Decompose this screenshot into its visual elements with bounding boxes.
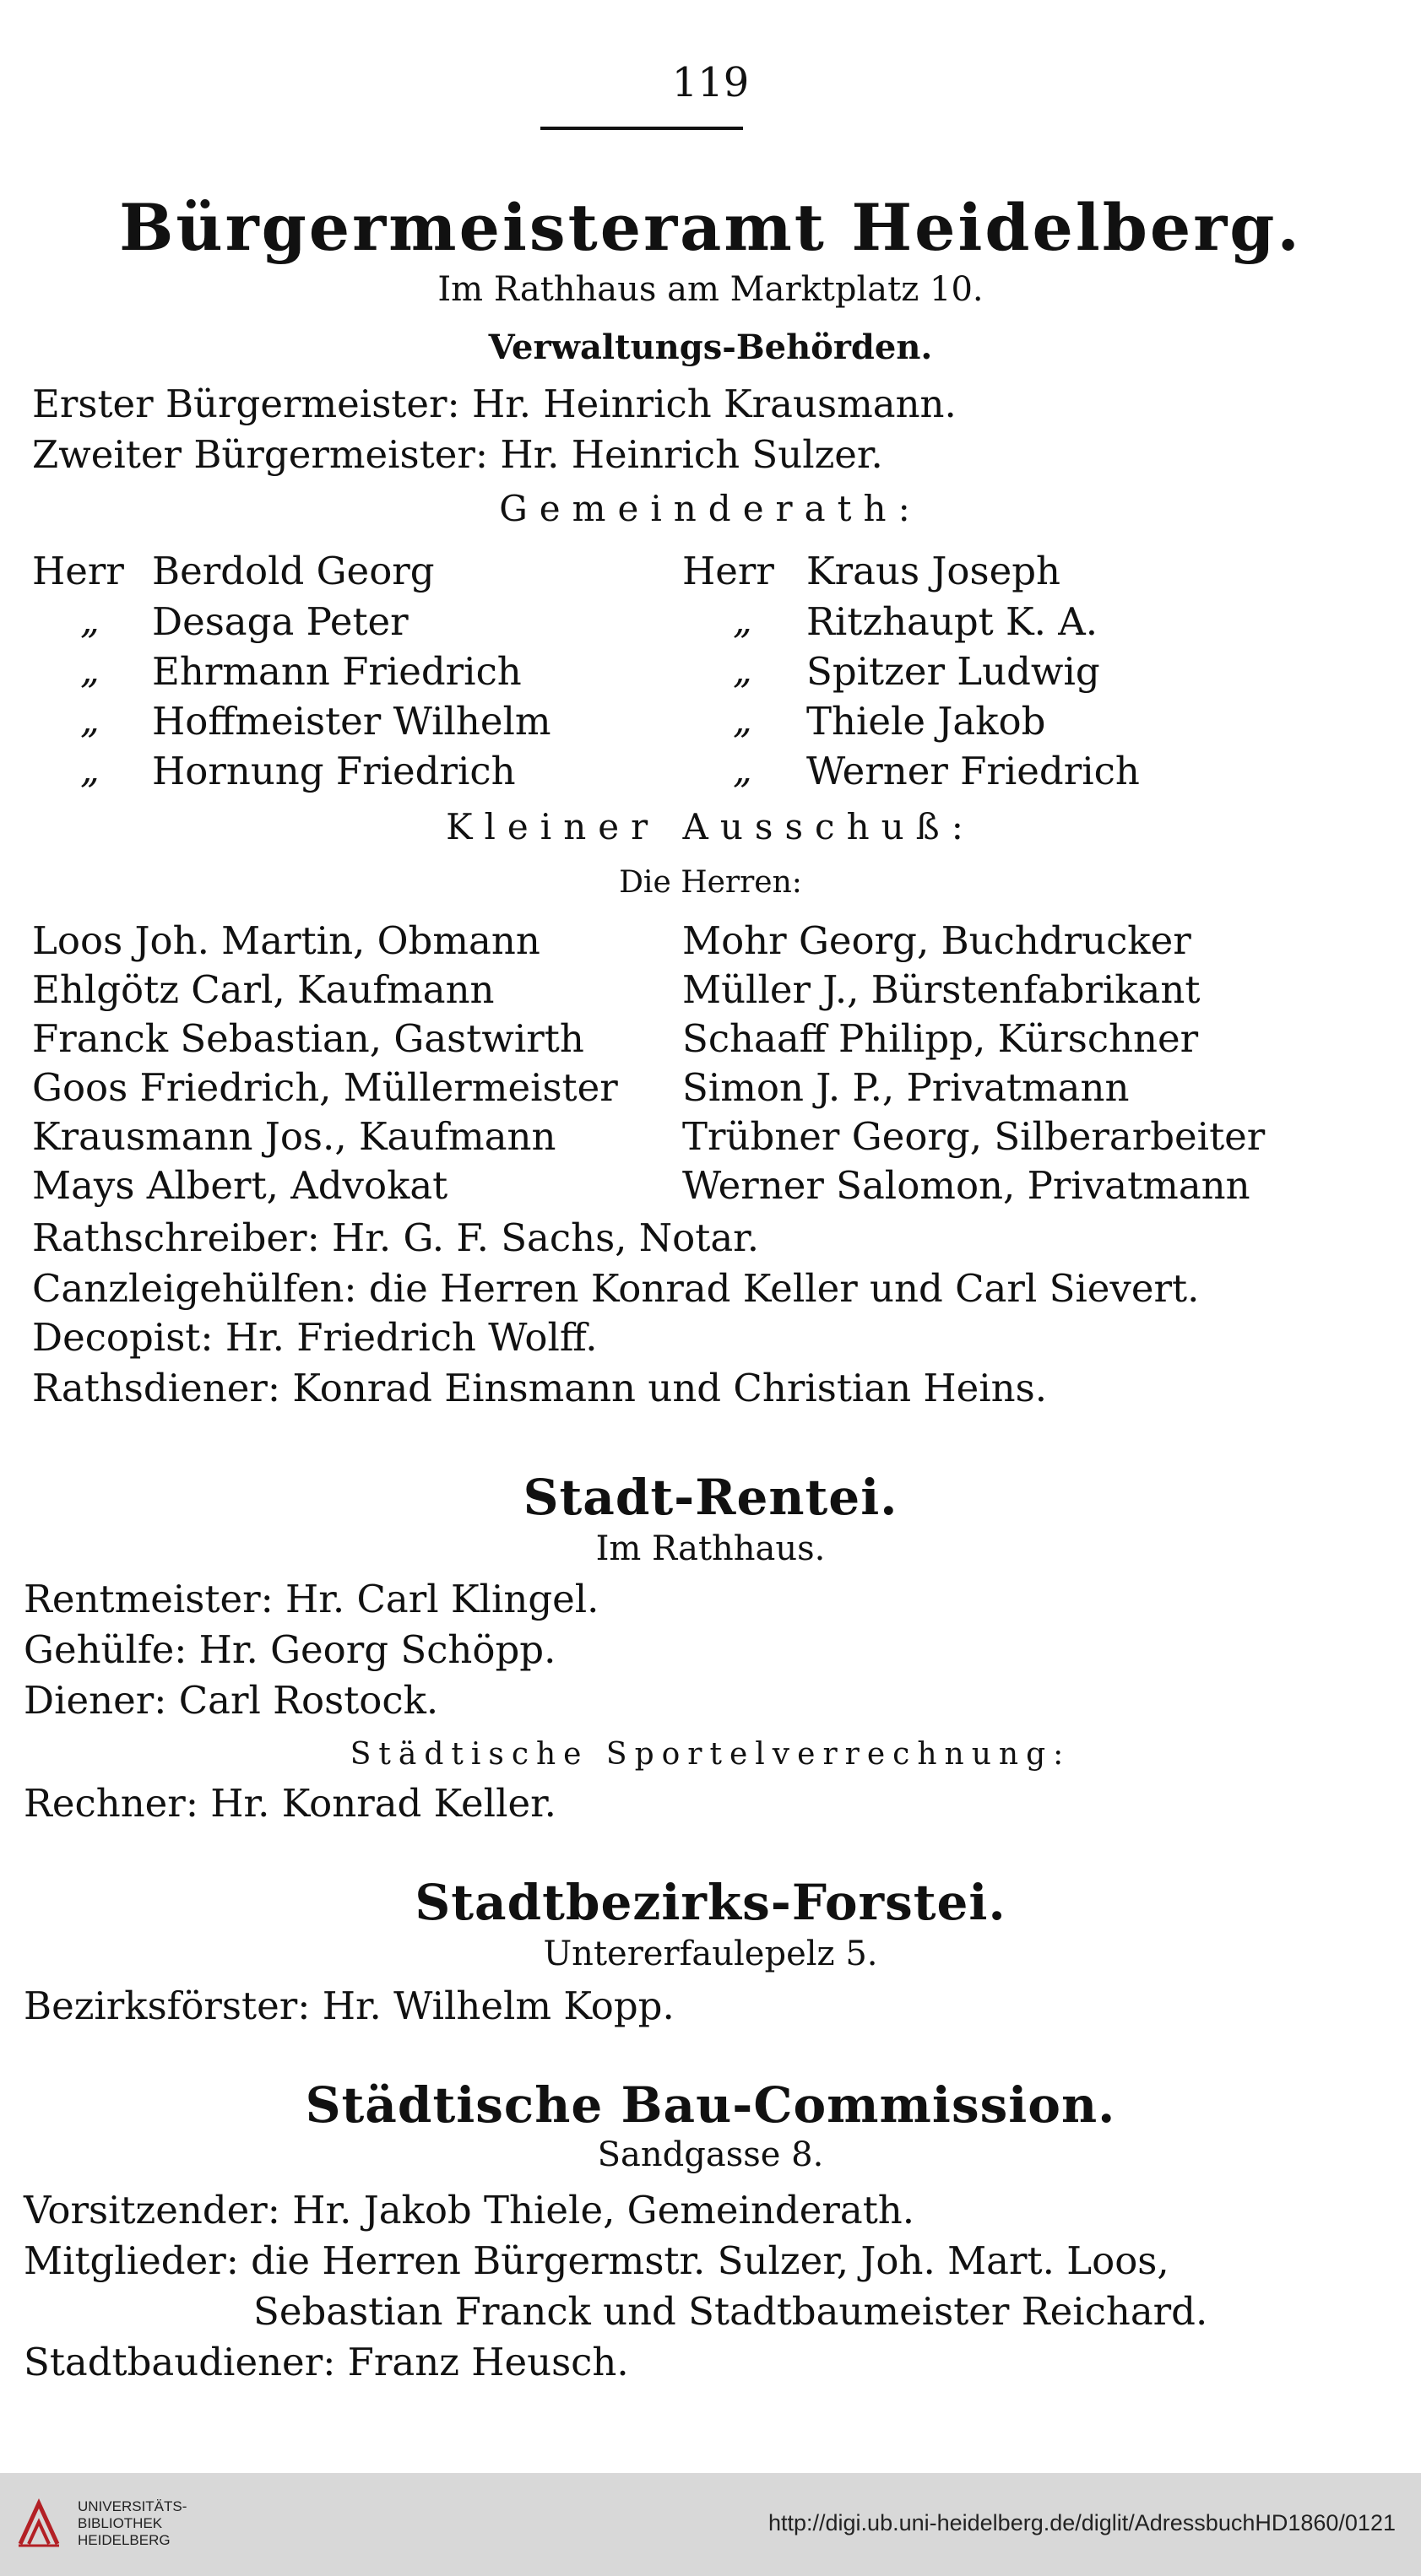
admin-heading: Verwaltungs-Behörden. <box>488 327 933 367</box>
page-number: 119 <box>671 59 750 106</box>
bau-line: Vorsitzender: Hr. Jakob Thiele, Gemeinderath. <box>24 2188 915 2232</box>
bau-line: Sebastian Franck und Stadtbaumeister Reichard. <box>253 2289 1208 2334</box>
council-member: Ritzhaupt K. A. <box>806 599 1098 644</box>
ditto-mark: „ <box>733 749 752 792</box>
committee-member: Mays Albert, Advokat <box>32 1163 448 1208</box>
page-title: Bürgermeisteramt Heidelberg. <box>119 190 1302 265</box>
council-prefix: Herr <box>32 549 124 593</box>
council-member: Kraus Joseph <box>806 549 1060 593</box>
university-library-logo-icon <box>15 2498 62 2549</box>
ditto-mark: „ <box>80 749 100 792</box>
first-mayor: Erster Bürgermeister: Hr. Heinrich Krausmann. <box>32 382 957 426</box>
committee-member: Schaaff Philipp, Kürschner <box>682 1016 1199 1061</box>
forstei-location: Untererfaulepelz 5. <box>543 1935 878 1973</box>
council-member: Hornung Friedrich <box>152 749 516 793</box>
bau-heading: Städtische Bau-Commission. <box>305 2076 1116 2134</box>
ditto-mark: „ <box>80 649 100 692</box>
ditto-mark: „ <box>80 599 100 642</box>
committee-member: Müller J., Bürstenfabrikant <box>682 967 1201 1012</box>
staff-line: Canzleigehülfen: die Herren Konrad Keller und Carl Sievert. <box>32 1266 1200 1311</box>
council-member: Desaga Peter <box>152 599 409 644</box>
source-url-link[interactable]: http://digi.ub.uni-heidelberg.de/diglit/AdressbuchHD1860/0121 <box>767 2510 1396 2535</box>
forstei-heading: Stadtbezirks-Forstei. <box>415 1874 1006 1931</box>
bau-line: Stadtbaudiener: Franz Heusch. <box>24 2340 629 2384</box>
committee-member: Loos Joh. Martin, Obmann <box>32 918 540 963</box>
ditto-mark: „ <box>733 649 752 692</box>
bau-location: Sandgasse 8. <box>597 2135 824 2174</box>
sportel-line: Rechner: Hr. Konrad Keller. <box>24 1781 556 1826</box>
second-mayor: Zweiter Bürgermeister: Hr. Heinrich Sulzer. <box>32 432 883 477</box>
committee-member: Krausmann Jos., Kaufmann <box>32 1114 556 1159</box>
committee-member: Trübner Georg, Silberarbeiter <box>682 1114 1266 1159</box>
library-logo-text: UNIVERSITÄTS- BIBLIOTHEK HEIDELBERG <box>78 2498 187 2548</box>
ditto-mark: „ <box>733 699 752 742</box>
staff-line: Rathschreiber: Hr. G. F. Sachs, Notar. <box>32 1215 760 1260</box>
rentei-line: Diener: Carl Rostock. <box>24 1678 439 1723</box>
bau-line: Mitglieder: die Herren Bürgermstr. Sulzer, Joh. Mart. Loos, <box>24 2238 1169 2283</box>
rentei-line: Gehülfe: Hr. Georg Schöpp. <box>24 1627 556 1672</box>
committee-member: Simon J. P., Privatmann <box>682 1065 1130 1110</box>
committee-member: Werner Salomon, Privatmann <box>682 1163 1250 1208</box>
council-member: Spitzer Ludwig <box>806 649 1100 694</box>
council-member: Ehrmann Friedrich <box>152 649 522 694</box>
page-number-rule <box>540 127 743 130</box>
council-prefix: Herr <box>682 549 774 593</box>
committee-member: Ehlgötz Carl, Kaufmann <box>32 967 495 1012</box>
council-member: Hoffmeister Wilhelm <box>152 699 551 744</box>
staff-line: Decopist: Hr. Friedrich Wolff. <box>32 1315 598 1360</box>
committee-member: Goos Friedrich, Müllermeister <box>32 1065 618 1110</box>
sportel-heading: Städtische Sportelverrechnung: <box>350 1737 1071 1772</box>
council-heading: Gemeinderath: <box>499 488 922 529</box>
rentei-line: Rentmeister: Hr. Carl Klingel. <box>24 1577 599 1621</box>
viewer-footer <box>0 2473 1421 2576</box>
ditto-mark: „ <box>733 599 752 642</box>
forstei-line: Bezirksförster: Hr. Wilhelm Kopp. <box>24 1983 675 2028</box>
ditto-mark: „ <box>80 699 100 742</box>
council-member: Werner Friedrich <box>806 749 1140 793</box>
committee-subheading: Die Herren: <box>619 865 802 900</box>
rentei-heading: Stadt-Rentei. <box>523 1469 898 1526</box>
rentei-location: Im Rathhaus. <box>595 1529 826 1568</box>
staff-line: Rathsdiener: Konrad Einsmann und Christian Heins. <box>32 1366 1048 1410</box>
committee-member: Franck Sebastian, Gastwirth <box>32 1016 584 1061</box>
office-address: Im Rathhaus am Marktplatz 10. <box>437 270 984 309</box>
council-member: Berdold Georg <box>152 549 435 593</box>
council-member: Thiele Jakob <box>806 699 1046 744</box>
committee-heading: Kleiner Ausschuß: <box>446 806 975 847</box>
committee-member: Mohr Georg, Buchdrucker <box>682 918 1191 963</box>
